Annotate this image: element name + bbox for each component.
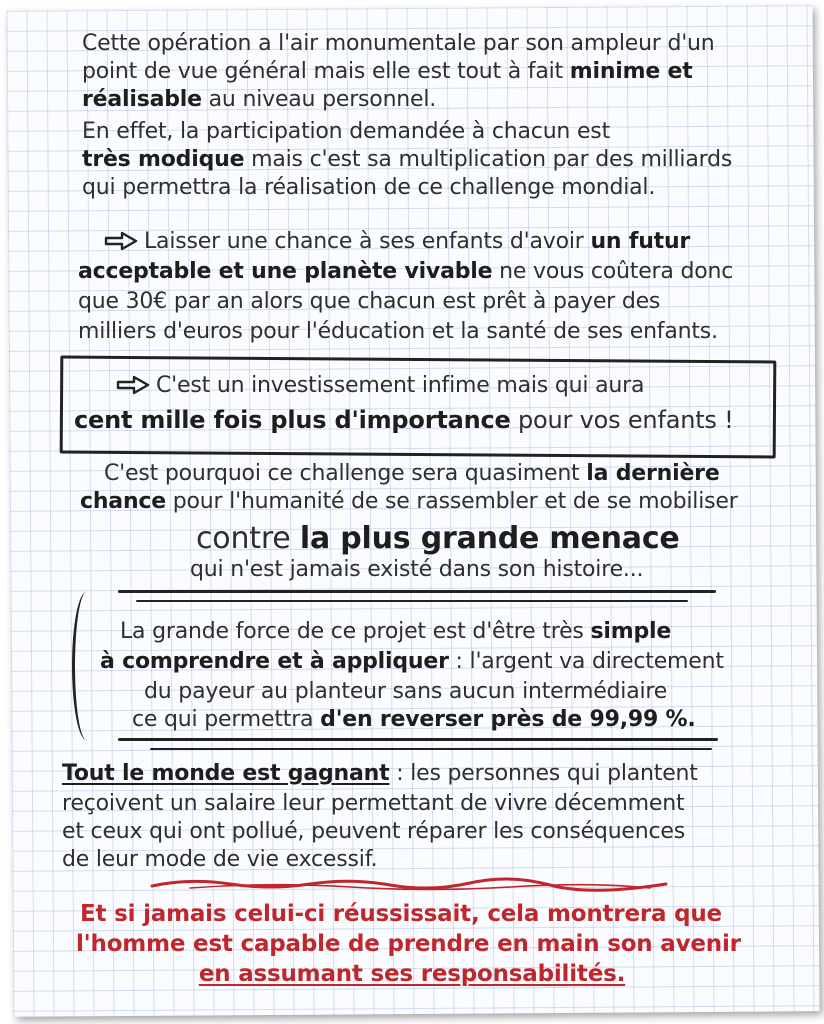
simple-line-2: : l'argent va directement [448, 649, 724, 674]
future-emphasis-1: un futur [590, 229, 691, 254]
hand-drawn-arrow-icon [116, 375, 150, 395]
winners-line-1: : les personnes qui plantent [389, 761, 698, 786]
chance-line-1: C'est pourquoi ce challenge sera quasiment [104, 461, 587, 486]
callout-line-1: C'est un investissement infime mais qui aura [156, 373, 645, 398]
intro-emphasis-modique: très modique [82, 147, 245, 172]
intro-line-4: En effet, la participation demandée à chacun est [82, 119, 610, 144]
conclusion-line-2: l'homme est capable de prendre en main son avenir [76, 931, 741, 957]
conclusion-line-3: en assumant ses responsabilités. [198, 961, 626, 987]
chance-emphasis-1: la dernière [586, 461, 720, 486]
divider-top [118, 590, 716, 593]
chance-emphasis-2: chance [80, 489, 166, 514]
chance-line-2: pour l'humanité de se rassembler et de se mobiliser [165, 489, 738, 514]
divider-top-2 [136, 600, 688, 602]
red-squiggle-divider [150, 876, 670, 892]
divider-bottom-2 [150, 748, 712, 750]
intro-line-1: Cette opération a l'air monumentale par son ampleur d'un [82, 31, 715, 56]
conclusion-line-1: Et si jamais celui-ci réussissait, cela montrera que [80, 901, 722, 927]
intro-emphasis-realisable: réalisable [82, 87, 202, 112]
winners-line-2: reçoivent un salaire leur permettant de vivre décemment [62, 791, 685, 816]
future-line-1: Laisser une chance à ses enfants d'avoir [144, 229, 591, 254]
winners-line-3: et ceux qui ont pollué, peuvent réparer les conséquences [62, 819, 686, 844]
simple-line-3: du payeur au planteur sans aucun intermédiaire [144, 679, 668, 704]
hand-drawn-arrow-icon [104, 231, 138, 251]
simple-emphasis-1: simple [590, 619, 672, 644]
simple-emphasis-percent: d'en reverser près de 99,99 %. [320, 707, 696, 732]
intro-line-2: point de vue général mais elle est tout à fait [82, 59, 570, 84]
future-line-3: que 30€ par an alors que chacun est prêt à payer des [78, 289, 661, 314]
simple-line-1: La grande force de ce projet est d'être très [120, 619, 591, 644]
chance-emphasis-menace: la plus grande menace [299, 521, 680, 556]
left-bracket [72, 592, 101, 740]
intro-line-6: qui permettra la réalisation de ce challenge mondial. [82, 175, 656, 200]
intro-line-3: au niveau personnel. [201, 87, 437, 112]
simple-line-4: ce qui permettra [132, 707, 321, 732]
callout-line-2: pour vos enfants ! [510, 406, 734, 434]
winners-heading: Tout le monde est gagnant [62, 761, 390, 786]
future-line-4: milliers d'euros pour l'éducation et la santé de ses enfants. [78, 319, 718, 344]
simple-emphasis-2: à comprendre et à appliquer [100, 649, 449, 674]
chance-line-3: contre [196, 521, 300, 556]
callout-emphasis: cent mille fois plus d'importance [74, 406, 511, 434]
intro-line-5: mais c'est sa multiplication par des milliards [244, 147, 733, 172]
chance-line-4: qui n'est jamais existé dans son histoire... [190, 557, 644, 582]
future-emphasis-2: acceptable et une planète vivable [78, 259, 493, 284]
divider-bottom [118, 738, 718, 741]
future-line-2: ne vous coûtera donc [492, 259, 734, 284]
winners-line-4: de leur mode de vie excessif. [62, 847, 378, 872]
intro-emphasis-minime: minime et [569, 59, 693, 84]
